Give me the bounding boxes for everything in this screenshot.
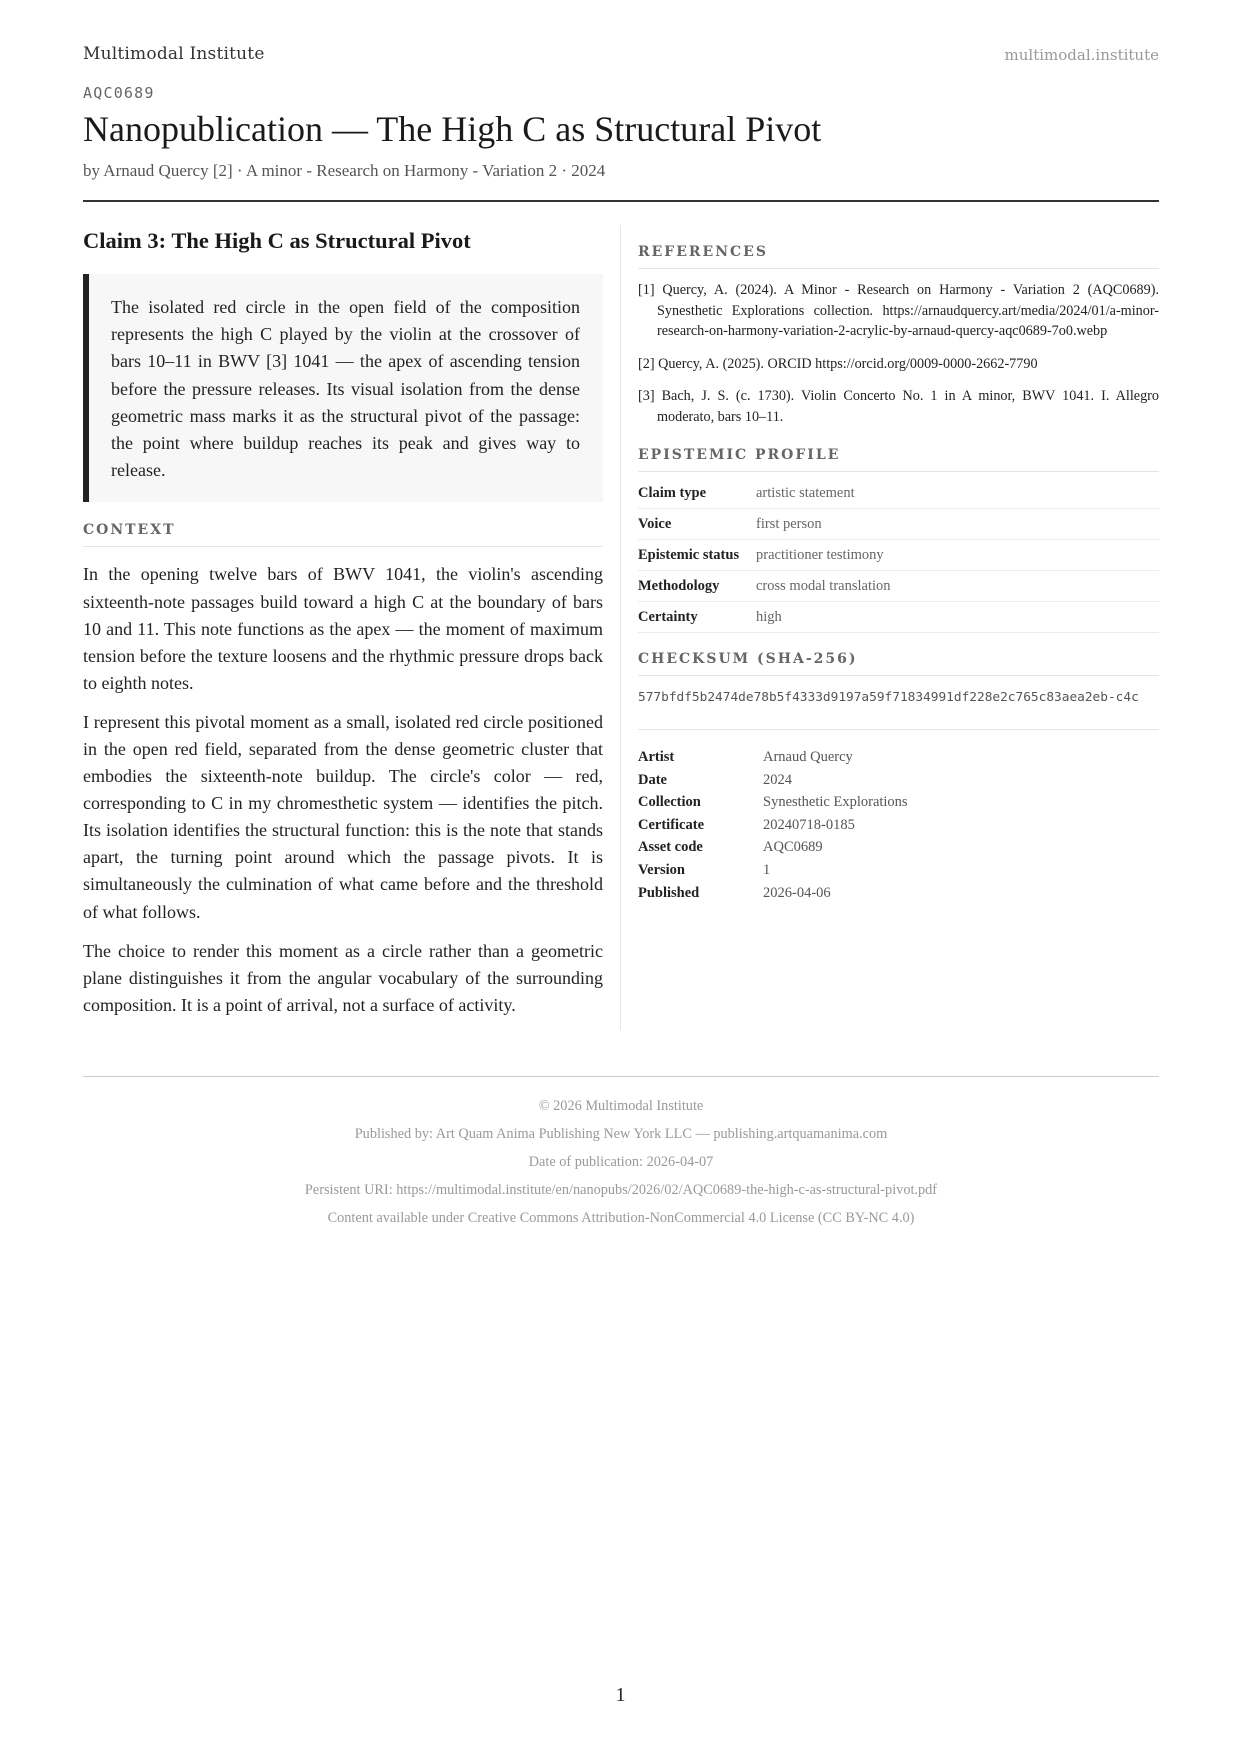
profile-value: practitioner testimony	[756, 540, 1159, 571]
reference-item[interactable]: [2] Quercy, A. (2025). ORCID https://orcid.org/0009-0000-2662-7790	[638, 355, 1038, 372]
metadata-value: 20240718-0185	[763, 816, 855, 833]
footer	[83, 1076, 1159, 1232]
metadata-key: Date	[638, 771, 667, 788]
reference-item[interactable]: [1] Quercy, A. (2024). A Minor - Research on Harmony - Variation 2 (AQC0689). Synesthetic Explorations collection. https://arnaudquercy.art/media/2024/01/a-minor-research-on-harmony-variation-2-acrylic-by-arnaud-quercy-aqc0689-7o0.webp	[638, 282, 1159, 339]
profile-key: Epistemic status	[638, 540, 756, 571]
metadata-key: Version	[638, 861, 685, 878]
metadata-value: 2024	[763, 771, 792, 788]
context-paragraph: In the opening twelve bars of BWV 1041, the violin's ascending sixteenth-note passages build toward a high C at the boundary of bars 10 and 11. This note functions as the apex — the moment of maximum tension before the texture loosens and the rhythmic pressure drops back to eighth notes.	[83, 564, 603, 693]
footer-publisher: Published by: Art Quam Anima Publishing New York LLC — publishing.artquamanima.com	[354, 1126, 888, 1142]
footer-publication-date: Date of publication: 2026-04-07	[528, 1154, 714, 1170]
profile-key: Voice	[638, 509, 756, 540]
context-heading: CONTEXT	[83, 522, 603, 547]
metadata-value: AQC0689	[763, 839, 823, 856]
footer-license: Content available under Creative Commons Attribution-NonCommercial 4.0 License (CC BY-NC 4.0)	[327, 1210, 915, 1226]
site-link[interactable]: multimodal.institute	[1004, 46, 1159, 64]
table-row	[638, 602, 1159, 633]
metadata-value: 2026-04-06	[763, 884, 831, 901]
metadata-value: Arnaud Quercy	[763, 749, 853, 765]
header-bar	[83, 44, 1159, 64]
sidebar	[638, 226, 1159, 904]
main-column	[83, 226, 603, 1019]
table-row	[638, 478, 1159, 509]
footer-copyright: © 2026 Multimodal Institute	[538, 1098, 704, 1114]
column-divider	[620, 225, 621, 1030]
profile-key: Claim type	[638, 478, 756, 509]
reference-list	[638, 280, 1159, 427]
checksum-heading: CHECKSUM (SHA-256)	[638, 651, 1159, 676]
context-paragraph: I represent this pivotal moment as a small, isolated red circle positioned in the open red field, separated from the dense geometric cluster that embodies the sixteenth-note buildup. The circle's color — red, corresponding to C in my chromesthetic system — identifies the pitch. Its isolation identifies the structural function: this is the note that stands apart, the turning point around which the passage pivots. It is simultaneously the culmination of what came before and the threshold of what follows.	[83, 711, 603, 922]
table-row	[638, 509, 1159, 540]
profile-value: first person	[756, 509, 1159, 540]
checksum-value: 577bfdf5b2474de78b5f4333d9197a59f71834991df228e2c765c83aea2eb-c4c	[638, 688, 1159, 730]
metadata-value: Synesthetic Explorations	[763, 794, 908, 811]
metadata-key: Artist	[638, 749, 675, 765]
claim-title: Claim 3: The High C as Structural Pivot	[83, 228, 471, 253]
metadata-row	[638, 814, 1159, 837]
metadata-row	[638, 769, 1159, 792]
footer-persistent-uri[interactable]: Persistent URI: https://multimodal.institute/en/nanopubs/2026/02/AQC0689-the-high-c-as-structural-pivot.pdf	[304, 1182, 938, 1198]
profile-key: Certainty	[638, 602, 756, 633]
context-paragraph: The choice to render this moment as a circle rather than a geometric plane distinguishes it from the angular vocabulary of the surrounding composition. It is a point of arrival, not a surface of activity.	[83, 940, 603, 1015]
page-number: 1	[615, 1684, 626, 1706]
profile-value: cross modal translation	[756, 571, 1159, 602]
metadata-row	[638, 791, 1159, 814]
metadata-key: Published	[638, 884, 700, 901]
epistemic-profile-table	[638, 478, 1159, 633]
reference-item: [3] Bach, J. S. (c. 1730). Violin Concerto No. 1 in A minor, BWV 1041. I. Allegro moderato, bars 10–11.	[638, 388, 1159, 425]
profile-key: Methodology	[638, 571, 756, 602]
table-row	[638, 540, 1159, 571]
profile-value: high	[756, 602, 1159, 633]
profile-value: artistic statement	[756, 478, 1159, 509]
references-heading: REFERENCES	[638, 244, 1159, 269]
asset-code: AQC0689	[83, 84, 155, 102]
header-divider	[83, 200, 1159, 202]
epistemic-profile-heading: EPISTEMIC PROFILE	[638, 447, 1159, 472]
org-name: Multimodal Institute	[83, 44, 265, 64]
table-row	[638, 571, 1159, 602]
metadata-row	[638, 836, 1159, 859]
metadata-row	[638, 746, 1159, 769]
metadata-list	[638, 746, 1159, 904]
metadata-key: Certificate	[638, 816, 705, 833]
metadata-value: 1	[763, 861, 771, 878]
metadata-key: Asset code	[638, 839, 703, 856]
claim-statement: The isolated red circle in the open field of the composition represents the high C played by the violin at the crossover of bars 10–11 in BWV [3] 1041 — the apex of ascending tension before the pressure releases. Its visual isolation from the dense geometric mass marks it as the structural pivot of the passage: the point where buildup reaches its peak and gives way to release.	[83, 274, 603, 502]
byline: by Arnaud Quercy [2] · A minor - Research on Harmony - Variation 2 · 2024	[83, 161, 606, 180]
metadata-row	[638, 859, 1159, 882]
metadata-key: Collection	[638, 794, 701, 811]
page-title: Nanopublication — The High C as Structural Pivot	[83, 109, 822, 149]
metadata-row	[638, 882, 1159, 905]
